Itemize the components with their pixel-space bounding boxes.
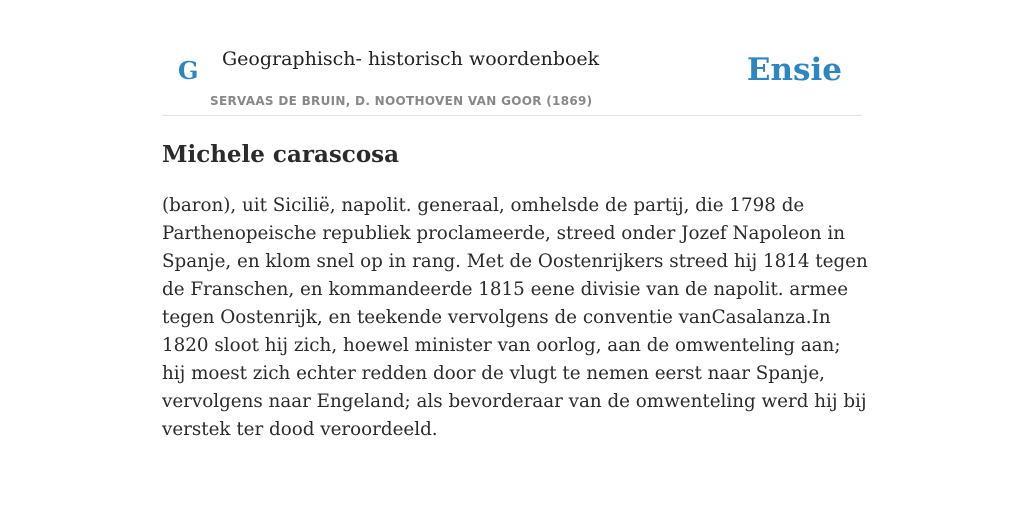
book-title-link[interactable]: Geographisch- historisch woordenboek bbox=[222, 48, 600, 70]
book-header bbox=[162, 40, 862, 116]
book-authors: SERVAAS DE BRUIN, D. NOOTHOVEN VAN GOOR (1869) bbox=[210, 94, 593, 108]
entry-body: (baron), uit Sicilië, napolit. generaal, omhelsde de partij, die 1798 de Parthenopeische republiek proclameerde, streed onder Jozef Napoleon in Spanje, en klom snel op in rang. Met de Oostenrijkers streed hij 1814 tegen de Franschen, en kommandeerde 1815 eene divisie van de napolit. armee tegen Oostenrijk, en teekende vervolgens de conventie vanCasalanza.In 1820 sloot hij zich, hoewel minister van oorlog, aan de omwenteling aan; hij moest zich echter redden door de vlugt te nemen eerst naar Spanje, vervolgens naar Engeland; als bevorderaar van de omwenteling werd hij bij verstek ter dood veroordeeld. bbox=[162, 195, 868, 440]
ensie-logo-link[interactable]: Ensie bbox=[746, 52, 842, 88]
book-letter-icon[interactable]: G bbox=[178, 56, 199, 85]
entry-title: Michele carascosa bbox=[162, 141, 400, 168]
